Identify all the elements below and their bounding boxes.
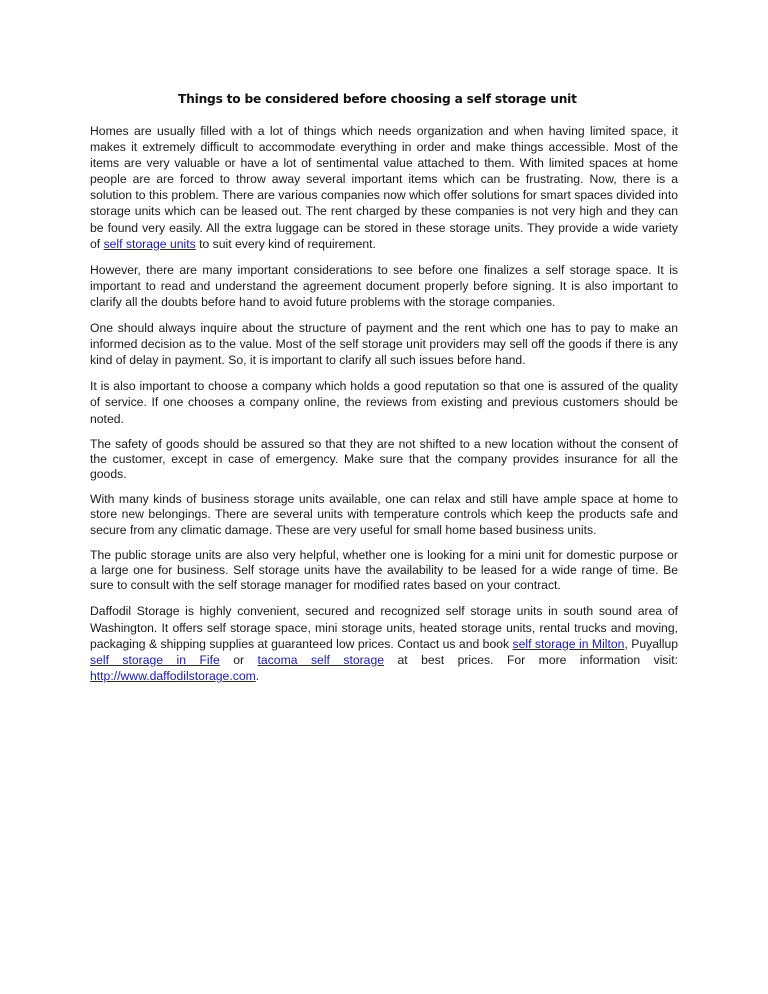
paragraph-business-units: With many kinds of business storage units available, one can relax and still have ample space at home to store new belongings. There are several units with temperature controls which keep the products safe and secure from any climatic damage. These are very useful for small home based business units. xyxy=(90,492,678,537)
self-storage-fife-link[interactable]: self storage in Fife xyxy=(90,652,220,667)
paragraph-text: at best prices. For more information visit: xyxy=(384,652,679,667)
daffodil-website-link[interactable]: http://www.daffodilstorage.com xyxy=(90,668,256,683)
paragraph-text: to suit every kind of requirement. xyxy=(195,236,376,251)
paragraph-daffodil xyxy=(90,603,678,683)
paragraph-reputation: It is also important to choose a company which holds a good reputation so that one is assured of the quality of service. If one chooses a company online, the reviews from existing and previous customers should be noted. xyxy=(90,379,678,426)
paragraph-payment: One should always inquire about the structure of payment and the rent which one has to pay to make an informed decision as to the value. Most of the self storage unit providers may sell off the goods if there is any kind of delay in payment. So, it is important to clarify all such issues before hand. xyxy=(90,321,678,368)
paragraph-public-units: The public storage units are also very helpful, whether one is looking for a mini unit for domestic purpose or a large one for business. Self storage units have the availability to be leased for a wide range of time. Be sure to consult with the self storage manager for modified rates based on your contract. xyxy=(90,547,678,593)
document-body xyxy=(90,123,678,694)
paragraph-text: or xyxy=(219,652,258,667)
paragraph-text: Daffodil Storage is highly convenient, secured and recognized self storage units in south sound area of Washington. It offers self storage space, mini storage units, heated storage units, rental trucks and moving, packaging & shipping supplies at guaranteed low prices. Contact us and book xyxy=(90,604,678,651)
tacoma-self-storage-link[interactable]: tacoma self storage xyxy=(257,652,385,667)
paragraph-intro xyxy=(90,123,678,252)
paragraph-text: , Puyallup xyxy=(624,636,678,651)
paragraph-considerations: However, there are many important considerations to see before one finalizes a self storage space. It is important to read and understand the agreement document properly before signing. It is also important to clarify all the doubts before hand to avoid future problems with the storage companies. xyxy=(90,262,678,309)
paragraph-text: Homes are usually filled with a lot of things which needs organization and when having limited space, it makes it extremely difficult to accommodate everything in order and make things accessible. Most of the items are very valuable or have a lot of sentimental value attached to them. With limited spaces at home people are are forced to throw away several important items which can be frustrating. Now, there is a solution to this problem. There are various companies now which offer solutions for smart spaces divided into storage units which can be leased out. The rent charged by these companies is not very high and they can be found very easily. All the extra luggage can be stored in these storage units. They provide a wide variety of xyxy=(90,124,678,251)
document-title: Things to be considered before choosing a self storage unit xyxy=(178,92,577,106)
self-storage-milton-link[interactable]: self storage in Milton xyxy=(512,636,625,651)
paragraph-safety: The safety of goods should be assured so that they are not shifted to a new location without the consent of the customer, except in case of emergency. Make sure that the company provides insurance for all the goods. xyxy=(90,436,678,481)
paragraph-text: . xyxy=(255,668,260,683)
self-storage-units-link[interactable]: self storage units xyxy=(103,236,196,251)
